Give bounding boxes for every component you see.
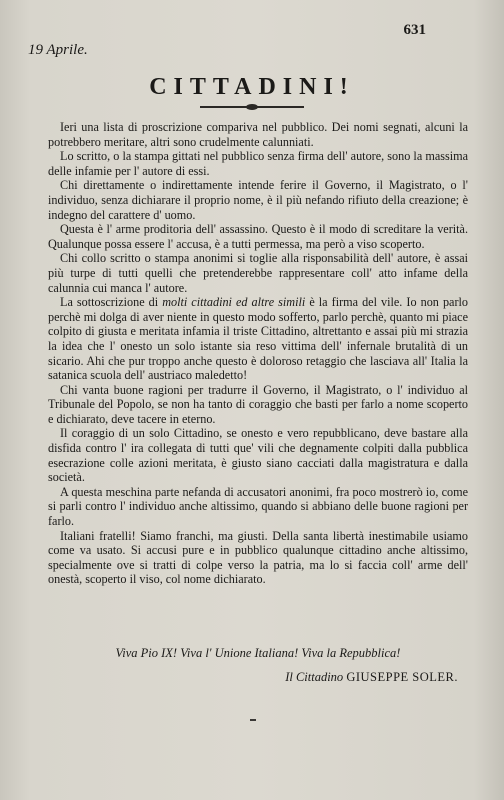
title-divider-ornament <box>246 104 258 110</box>
paragraph: Italiani fratelli! Siamo franchi, ma giusti. Della santa libertà inestimabile usiamo come va usato. Si accusi pure e in pubblico qualunque cittadino anche altissimo, specialmente ove si tratti di colpe verso la patria, ma lo si faccia coll' arme dell' onestà, scoperto il viso, col nome dichiarato. <box>48 528 468 587</box>
signature-label: Il Cittadino <box>285 670 344 684</box>
page-number: 631 <box>403 22 426 38</box>
paragraph <box>48 295 468 383</box>
paragraph: Chi direttamente o indirettamente intende ferire il Governo, il Magistrato, o l' individuo, senza dichiarare il proprio nome, è il più nefando rifiuto della creazione; è indegno del carattere d' uomo. <box>48 178 468 222</box>
proclamation-body <box>48 120 468 587</box>
paragraph: Lo scritto, o la stampa gittati nel pubblico senza firma dell' autore, sono la massima delle infamie per l' autore di essi. <box>48 149 468 178</box>
quoted-signature-text: molti cittadini ed altre simili <box>162 295 306 310</box>
closing-acclamations: Viva Pio IX! Viva l' Unione Italiana! Viva la Repubblica! <box>115 646 401 660</box>
paragraph: Chi vanta buone ragioni per tradurre il Governo, il Magistrato, o l' individuo al Tribunale del Popolo, se non ha tanto di coraggio che basti per farlo a nome scoperto e dichiarato, deve tacere in eterno. <box>48 382 468 426</box>
signature-line <box>48 670 458 685</box>
paragraph: Il coraggio di un solo Cittadino, se onesto e vero repubblicano, deve bastare alla disfida contro l' ira collegata di tutti que' vili che degnamente colpiti dalla pubblica esecrazione colle azioni meritata, è giusto siano cacciati dalla magistratura e dalla società. <box>48 426 468 485</box>
page-title: CITTADINI! <box>149 74 355 100</box>
paragraph: Ieri una lista di proscrizione compariva nel pubblico. Dei nomi segnati, alcuni la potrebbero meritare, altri sono crudelmente calunniati. <box>48 120 468 149</box>
paragraph-text: La sottoscrizione di <box>60 295 163 310</box>
footer-mark <box>250 719 256 721</box>
signature-name: GIUSEPPE SOLER. <box>346 670 458 684</box>
paragraph: Chi collo scritto o stampa anonimi si toglie alla risponsabilità dell' autore, è assai più turpe di tutti quelli che pretenderebbe rappresentare coll' atto infame della calunnia cui manca l' autore. <box>48 251 468 295</box>
paragraph-text: è la firma del vile. Io non parlo perchè mi dolga di aver niente in questo modo sofferto, parlo perchè, quanto mi piace colpito di giusta e meritata infamia il triste Cittadino, altrettanto e assai più mi strazia la idea che l' onesto un solo istante sia reso vittima dell' infernale brutalità di un sicario. Ahi che pur troppo anche questo è doloroso retaggio che lasciava all' Italia la satanica scuola dell' austriaco maledetto! <box>48 295 468 383</box>
paragraph: Questa è l' arme proditoria dell' assassino. Questo è il modo di screditare la verità. Qualunque possa essere l' accusa, è a tutti permessa, ma però a viso scoperto. <box>48 222 468 251</box>
issue-date: 19 Aprile. <box>28 42 88 58</box>
paragraph: A questa meschina parte nefanda di accusatori anonimi, fra poco mostrerò io, come si parli contro l' individuo anche altissimo, quando si abbiano delle buone ragioni per farlo. <box>48 484 468 529</box>
